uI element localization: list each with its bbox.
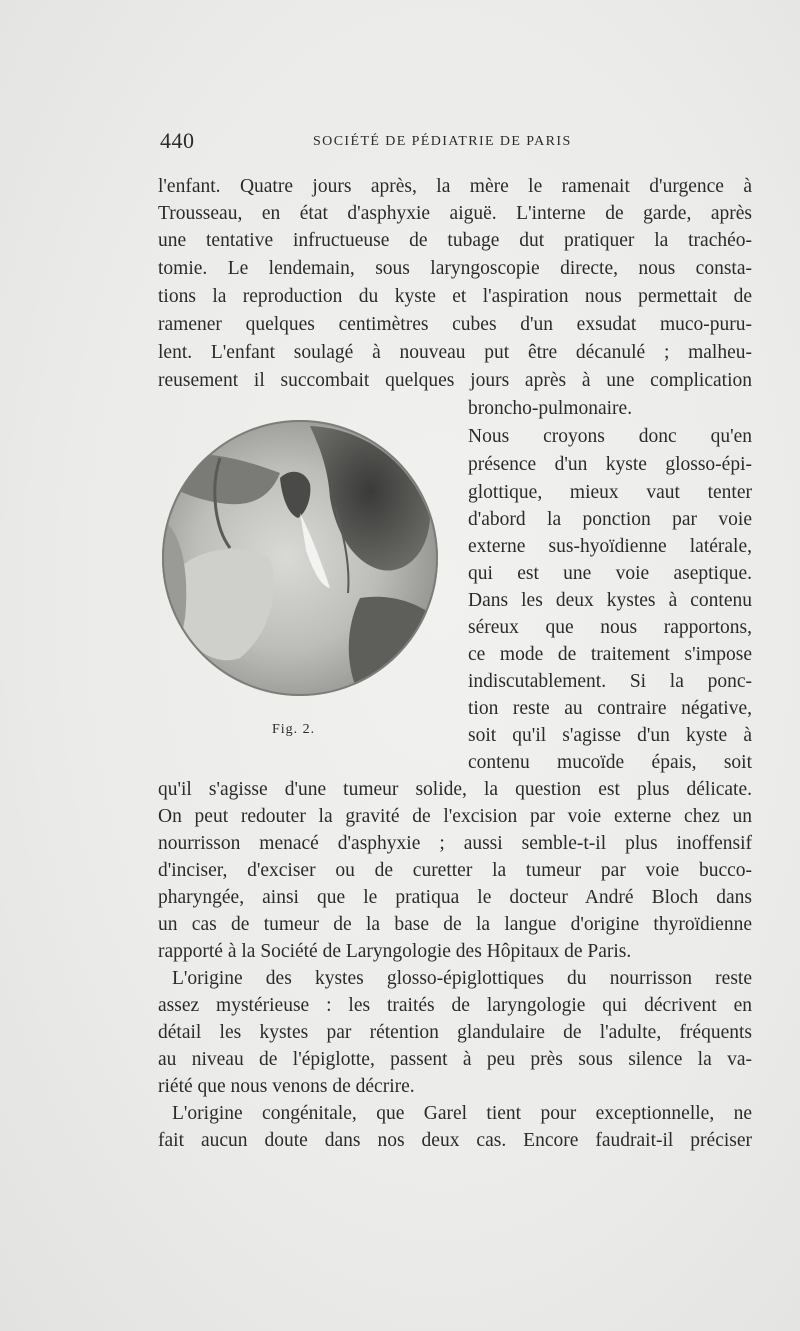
text-line: détail les kystes par rétention glandulaire de l'adulte, fréquents	[158, 1022, 752, 1043]
text-line: d'inciser, d'exciser ou de curetter la tumeur par voie bucco-	[158, 860, 752, 881]
text-line: indiscutablement. Si la ponc-	[468, 671, 752, 692]
laryngoscopy-figure	[160, 418, 440, 698]
text-line: qui est une voie aseptique.	[468, 563, 752, 584]
text-line: qu'il s'agisse d'une tumeur solide, la question est plus délicate.	[158, 779, 752, 800]
text-line: tomie. Le lendemain, sous laryngoscopie directe, nous consta-	[158, 258, 752, 279]
laryngoscopy-image	[160, 418, 440, 698]
text-line: externe sus-hyoïdienne latérale,	[468, 536, 752, 557]
page-header	[160, 128, 750, 156]
text-line: l'enfant. Quatre jours après, la mère le ramenait d'urgence à	[158, 176, 752, 197]
text-line: reusement il succombait quelques jours après à une complication	[158, 370, 752, 391]
text-line: soit qu'il s'agisse d'un kyste à	[468, 725, 752, 746]
text-line: au niveau de l'épiglotte, passent à peu près sous silence la va-	[158, 1049, 752, 1070]
text-line: Trousseau, en état d'asphyxie aiguë. L'interne de garde, après	[158, 203, 752, 224]
text-line: contenu mucoïde épais, soit	[468, 752, 752, 773]
text-line: tions la reproduction du kyste et l'aspiration nous permettait de	[158, 286, 752, 307]
text-line: riété que nous venons de décrire.	[158, 1076, 415, 1097]
text-line: Dans les deux kystes à contenu	[468, 590, 752, 611]
running-title: SOCIÉTÉ DE PÉDIATRIE DE PARIS	[313, 134, 572, 149]
text-line: On peut redouter la gravité de l'excision par voie externe chez un	[158, 806, 752, 827]
text-line: assez mystérieuse : les traités de laryngologie qui décrivent en	[158, 995, 752, 1016]
text-line: ce mode de traitement s'impose	[468, 644, 752, 665]
figure-caption: Fig. 2.	[272, 722, 316, 737]
text-line: Nous croyons donc qu'en	[468, 426, 752, 447]
text-line: une tentative infructueuse de tubage dut pratiquer la trachéo-	[158, 230, 752, 251]
text-line: fait aucun doute dans nos deux cas. Encore faudrait-il préciser	[158, 1130, 752, 1151]
text-line: présence d'un kyste glosso-épi-	[468, 454, 752, 475]
text-line: tion reste au contraire négative,	[468, 698, 752, 719]
text-line: broncho-pulmonaire.	[468, 398, 633, 419]
text-line: L'origine congénitale, que Garel tient pour exceptionnelle, ne	[172, 1103, 752, 1124]
text-line: un cas de tumeur de la base de la langue d'origine thyroïdienne	[158, 914, 752, 935]
text-line: d'abord la ponction par voie	[468, 509, 752, 530]
text-line: glottique, mieux vaut tenter	[468, 482, 752, 503]
page-number: 440	[160, 128, 195, 153]
text-line: séreux que nous rapportons,	[468, 617, 752, 638]
text-line: rapporté à la Société de Laryngologie des Hôpitaux de Paris.	[158, 941, 632, 962]
text-line: ramener quelques centimètres cubes d'un exsudat muco-puru-	[158, 314, 752, 335]
text-line: L'origine des kystes glosso-épiglottiques du nourrisson reste	[172, 968, 752, 989]
text-line: nourrisson menacé d'asphyxie ; aussi semble-t-il plus inoffensif	[158, 833, 752, 854]
text-line: pharyngée, ainsi que le pratiqua le docteur André Bloch dans	[158, 887, 752, 908]
text-line: lent. L'enfant soulagé à nouveau put être décanulé ; malheu-	[158, 342, 752, 363]
